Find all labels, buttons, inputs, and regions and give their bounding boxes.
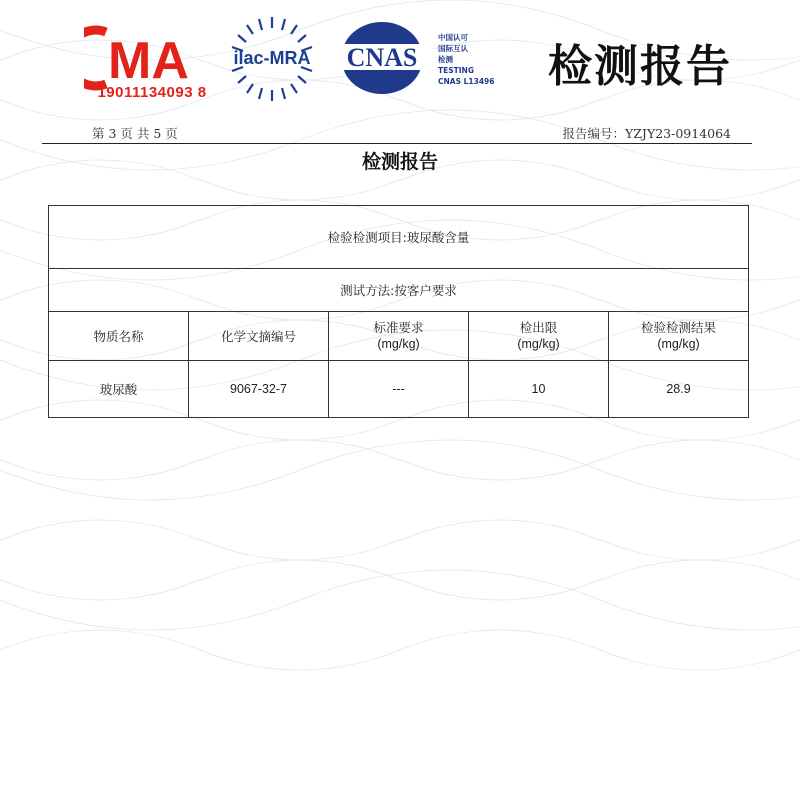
svg-text:MA: MA <box>108 32 189 90</box>
column-header: 物质名称 <box>49 312 189 361</box>
standard-requirement: --- <box>329 361 469 418</box>
cma-certificate-number: 19011134093 8 <box>97 84 207 101</box>
results-table <box>48 205 749 418</box>
column-header: 检验检测结果 (mg/kg) <box>609 312 749 361</box>
table-header-row <box>49 312 749 361</box>
column-unit: (mg/kg) <box>377 337 420 351</box>
document-title: 检测报告 <box>361 151 438 173</box>
table-row <box>49 361 749 418</box>
method-row <box>49 269 749 312</box>
report-number: 报告编号：YZJY23-0914064 <box>562 126 731 141</box>
cnas-accreditation-text <box>438 32 508 87</box>
column-header: 检出限 (mg/kg) <box>469 312 609 361</box>
test-result: 28.9 <box>609 361 749 418</box>
svg-text:ilac-MRA: ilac-MRA <box>233 48 311 68</box>
substance-name: 玻尿酸 <box>49 361 189 418</box>
cnas-logo <box>332 14 432 100</box>
cnas-line: TESTING <box>438 66 474 75</box>
detection-limit: 10 <box>469 361 609 418</box>
test-project: 检验检测项目:玻尿酸含量 <box>49 206 749 269</box>
column-unit: (mg/kg) <box>517 337 560 351</box>
cnas-line: 检测 <box>438 55 453 64</box>
page-indicator: 第 3 页 共 5 页 <box>92 126 178 141</box>
cnas-line: 国际互认 <box>438 44 468 53</box>
cnas-line: 中国认可 <box>438 33 468 42</box>
svg-text:CNAS: CNAS <box>346 43 418 72</box>
cas-number: 9067-32-7 <box>189 361 329 418</box>
column-unit: (mg/kg) <box>657 337 700 351</box>
header-divider <box>42 143 752 144</box>
column-header: 化学文摘编号 <box>189 312 329 361</box>
column-header: 标准要求 (mg/kg) <box>329 312 469 361</box>
ilac-mra-logo <box>225 12 319 106</box>
project-row <box>49 206 749 269</box>
brand-title: 检测报告 <box>548 41 732 92</box>
test-method: 测试方法:按客户要求 <box>49 269 749 312</box>
cnas-line: CNAS L13496 <box>438 77 495 86</box>
